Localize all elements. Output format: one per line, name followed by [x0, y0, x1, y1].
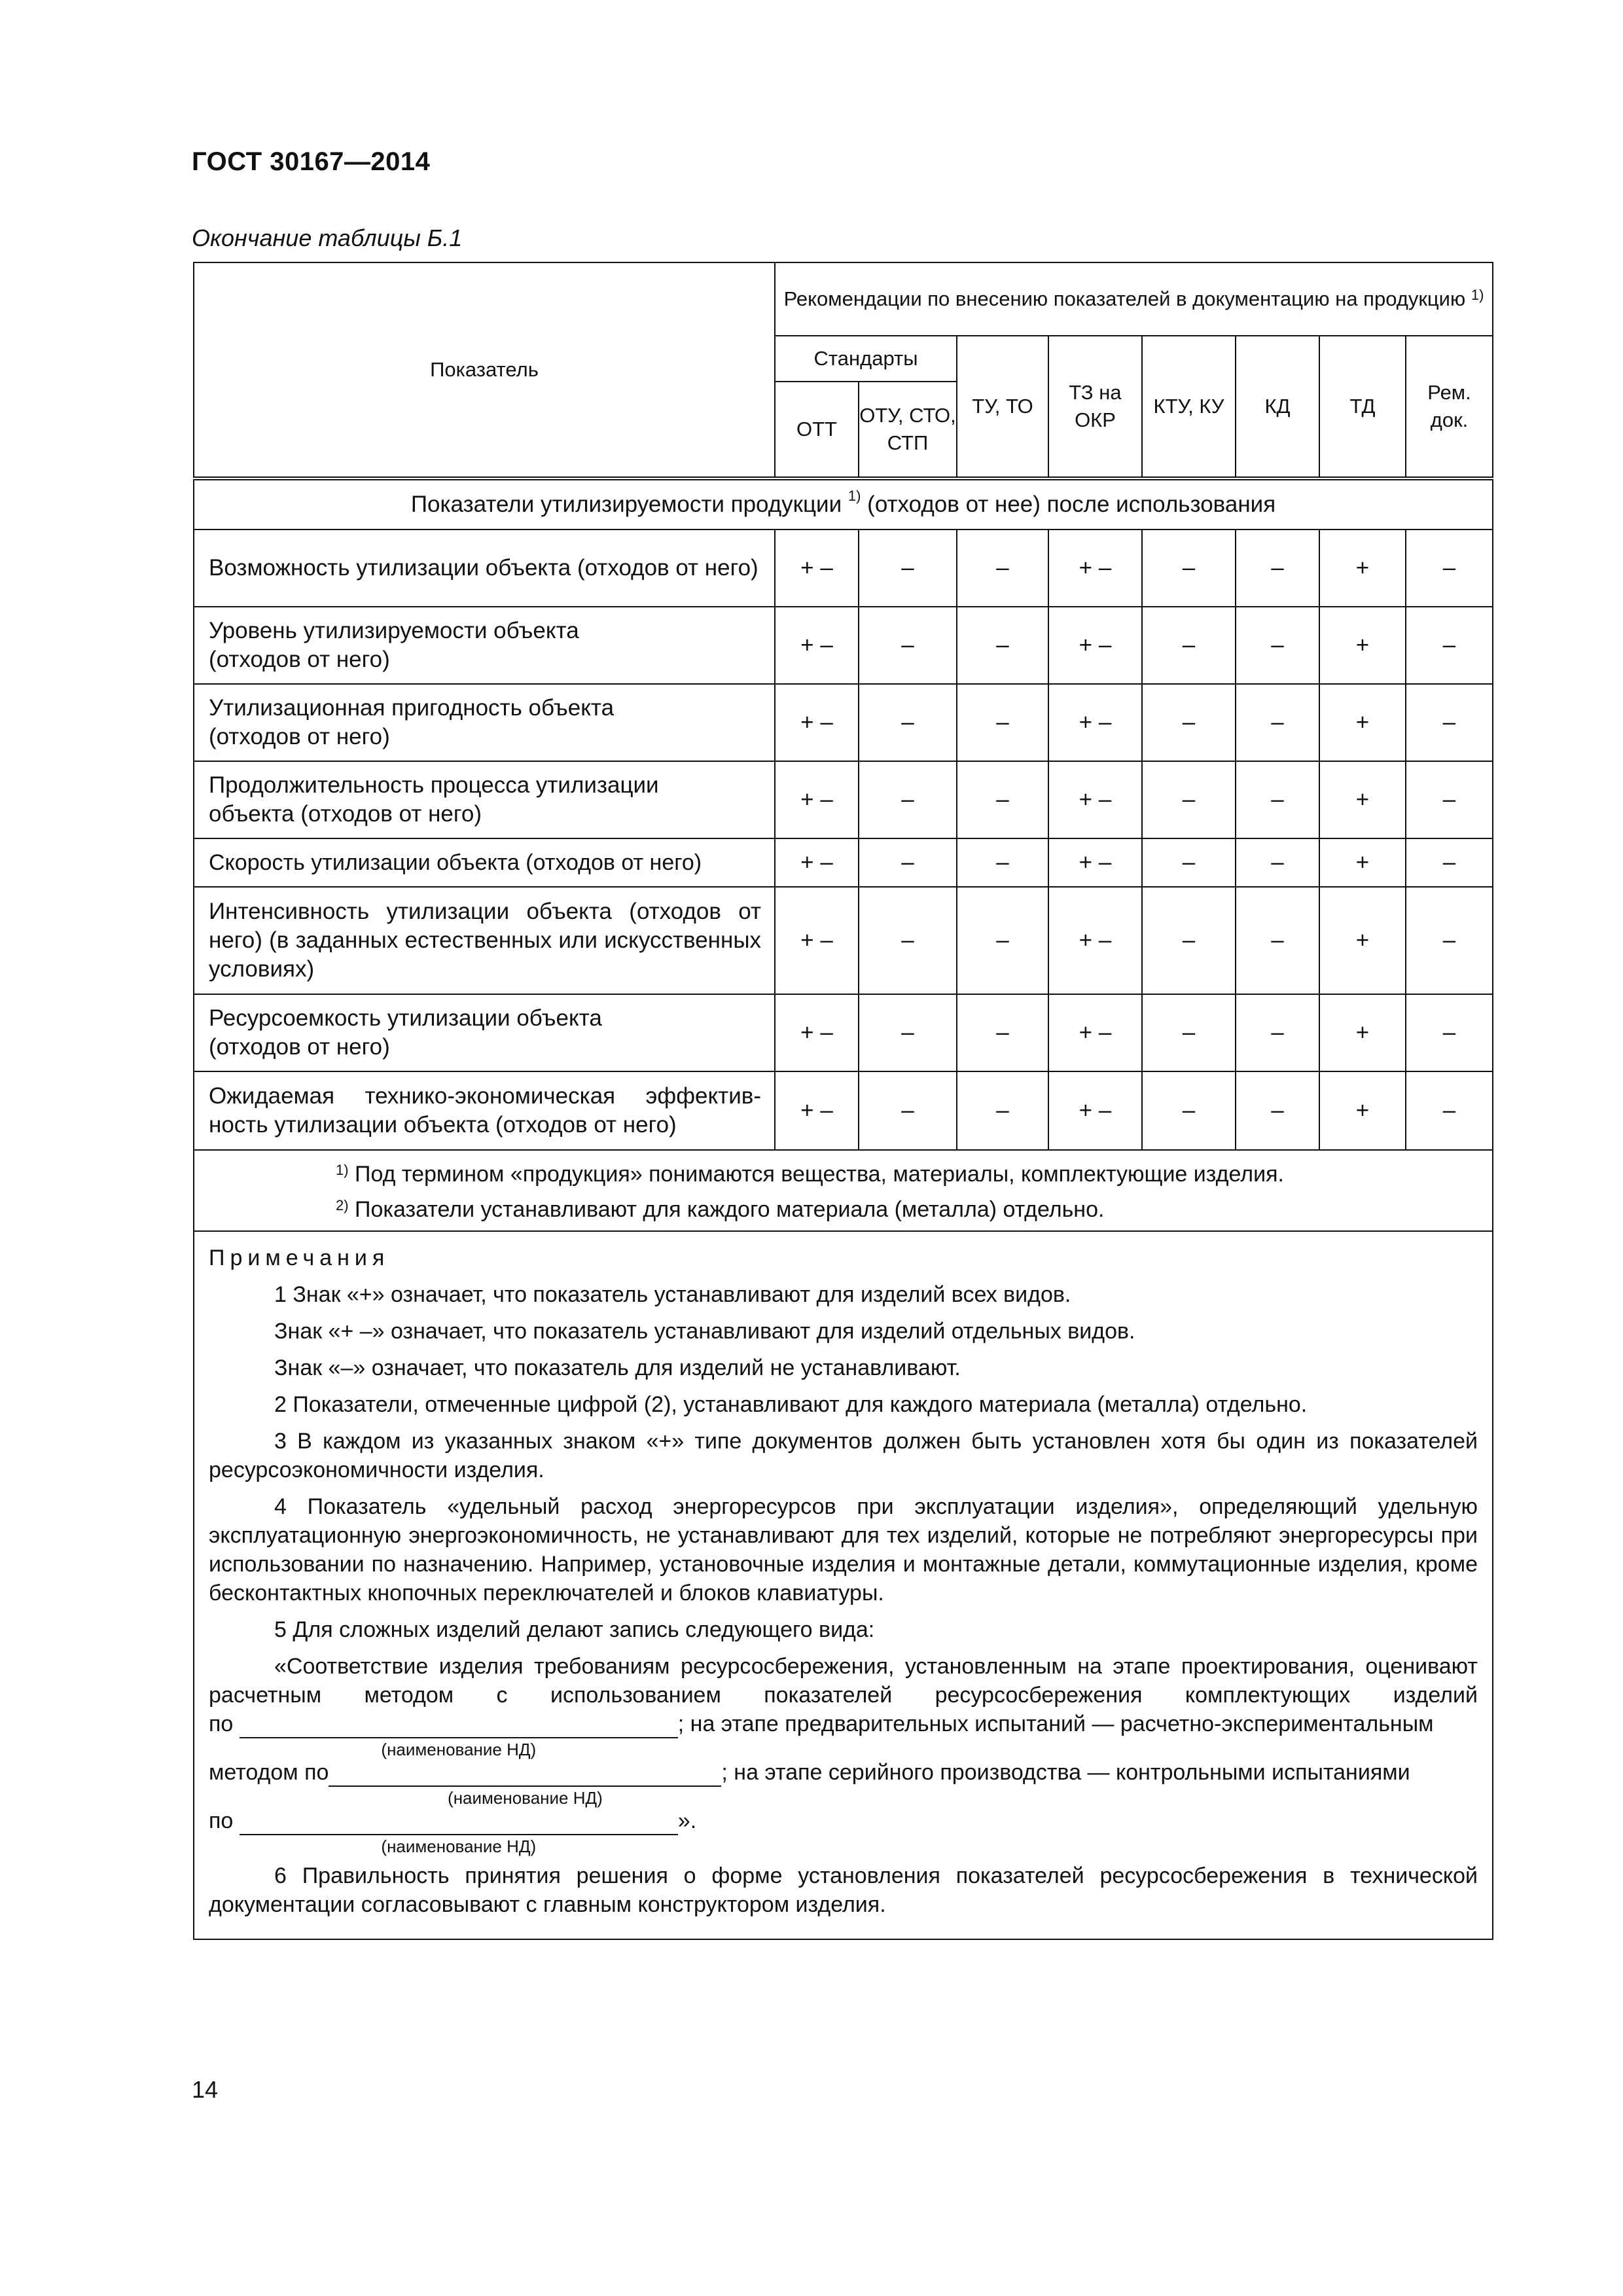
fill-1-suffix: ; на этапе предварительных испытаний — расчетно-экспериментальным — [677, 1712, 1434, 1736]
header-recommendations-footnote-ref: 1) — [1471, 287, 1484, 303]
mark-tz: + – — [1048, 684, 1142, 761]
mark-tz: + – — [1048, 838, 1142, 887]
mark-otu: – — [859, 684, 957, 761]
mark-tz: + – — [1048, 1071, 1142, 1150]
mark-tu: – — [957, 684, 1048, 761]
table-caption: Окончание таблицы Б.1 — [192, 224, 463, 251]
indicator-name-text: Ресурсоемкость утилизации объекта (отходов от него) — [209, 1005, 602, 1060]
mark-otu: – — [859, 838, 957, 887]
mark-otu: – — [859, 607, 957, 684]
blank-caption-3: (наименование НД) — [381, 1837, 537, 1856]
mark-ott: + – — [775, 607, 859, 684]
mark-td: + — [1319, 994, 1406, 1071]
mark-tu: – — [957, 761, 1048, 838]
mark-kd: – — [1236, 1071, 1319, 1150]
mark-ott: + – — [775, 887, 859, 994]
fill-1-prefix: по — [209, 1712, 234, 1736]
mark-td: + — [1319, 838, 1406, 887]
page-number: 14 — [192, 2076, 219, 2103]
mark-rem: – — [1406, 529, 1493, 607]
mark-ktu: – — [1142, 838, 1236, 887]
fill-line-3 — [209, 1806, 1478, 1856]
indicator-name-text: Утилизационная пригодность объекта (отходов от него) — [209, 695, 615, 749]
mark-td: + — [1319, 529, 1406, 607]
mark-kd: – — [1236, 529, 1319, 607]
blank-field-1 — [240, 1715, 678, 1759]
table-row — [194, 887, 1493, 994]
mark-rem: – — [1406, 684, 1493, 761]
notes-row — [194, 1231, 1493, 1939]
mark-rem: – — [1406, 1071, 1493, 1150]
fill-2-prefix: методом по — [209, 1760, 329, 1785]
mark-ktu: – — [1142, 1071, 1236, 1150]
mark-rem: – — [1406, 607, 1493, 684]
table-row — [194, 529, 1493, 607]
header-otu: ОТУ, СТО, СТП — [859, 382, 957, 478]
mark-ktu: – — [1142, 607, 1236, 684]
header-kd: КД — [1236, 336, 1319, 478]
mark-otu: – — [859, 529, 957, 607]
fill-line-2 — [209, 1758, 1478, 1808]
blank-field-2 — [329, 1763, 721, 1808]
notes — [194, 1231, 1493, 1939]
notes-title: Примечания — [209, 1246, 390, 1270]
mark-otu: – — [859, 761, 957, 838]
footnote-2-marker: 2) — [336, 1197, 349, 1213]
note-1c: Знак «–» означает, что показатель для изделий не устанавливают. — [274, 1355, 961, 1380]
mark-ott: + – — [775, 684, 859, 761]
mark-tu: – — [957, 838, 1048, 887]
mark-kd: – — [1236, 761, 1319, 838]
mark-otu: – — [859, 1071, 957, 1150]
note-4: 4 Показатель «удельный расход энергоресурсов при эксплуатации изделия», определяющий удельную эксплуатационную энергоэкономичность, не устанавливают для тех изделий, которые не потребляют энергоресурсы при использовании по назначению. Например, установочные изделия и монтажные детали, коммутационные изделия, кроме бесконтактных кнопочных переключателей и блоков клавиатуры. — [209, 1494, 1478, 1605]
mark-ktu: – — [1142, 994, 1236, 1071]
section-title — [194, 478, 1493, 529]
header-tu: ТУ, ТО — [957, 336, 1048, 478]
mark-tu: – — [957, 607, 1048, 684]
footnotes — [194, 1150, 1493, 1231]
indicator-name: Возможность утилизации объекта (отходов от него) — [194, 529, 775, 607]
mark-ott: + – — [775, 761, 859, 838]
mark-td: + — [1319, 684, 1406, 761]
mark-ott: + – — [775, 1071, 859, 1150]
header-td: ТД — [1319, 336, 1406, 478]
mark-rem: – — [1406, 994, 1493, 1071]
footnote-2-text: Показатели устанавливают для каждого материала (металла) отдельно. — [355, 1197, 1105, 1222]
header-ott: ОТТ — [775, 382, 859, 478]
indicator-name-text: Уровень утилизируемости объекта (отходов от него) — [209, 618, 579, 672]
note-2: 2 Показатели, отмеченные цифрой (2), устанавливают для каждого материала (металла) отдельно. — [274, 1392, 1308, 1417]
note-3: 3 В каждом из указанных знаком «+» типе документов должен быть установлен хотя бы один из показателей ресурсоэкономичности изделия. — [209, 1429, 1478, 1482]
mark-tz: + – — [1048, 887, 1142, 994]
mark-tz: + – — [1048, 529, 1142, 607]
indicator-name: Скорость утилизации объекта (отходов от него) — [194, 838, 775, 887]
indicator-name: Ожидаемая технико-экономическая эффективность утилизации объекта (отходов от него) — [194, 1071, 775, 1150]
indicator-name — [194, 607, 775, 684]
mark-tu: – — [957, 994, 1048, 1071]
table-row — [194, 684, 1493, 761]
note-6: 6 Правильность принятия решения о форме установления показателей ресурсосбережения в технической документации согласовывают с главным конструктором изделия. — [209, 1863, 1478, 1917]
mark-tz: + – — [1048, 607, 1142, 684]
mark-ktu: – — [1142, 887, 1236, 994]
mark-otu: – — [859, 994, 957, 1071]
table-row — [194, 607, 1493, 684]
mark-tu: – — [957, 887, 1048, 994]
mark-ott: + – — [775, 529, 859, 607]
fill-3-prefix: по — [209, 1808, 234, 1833]
mark-ktu: – — [1142, 684, 1236, 761]
mark-ktu: – — [1142, 761, 1236, 838]
mark-otu: – — [859, 887, 957, 994]
mark-kd: – — [1236, 887, 1319, 994]
mark-rem: – — [1406, 887, 1493, 994]
table-row — [194, 838, 1493, 887]
note-1a: 1 Знак «+» означает, что показатель устанавливают для изделий всех видов. — [274, 1282, 1071, 1307]
mark-ott: + – — [775, 994, 859, 1071]
mark-td: + — [1319, 607, 1406, 684]
indicator-name — [194, 684, 775, 761]
header-standards: Стандарты — [775, 336, 957, 382]
table-row — [194, 761, 1493, 838]
section-footnote-ref: 1) — [847, 488, 861, 504]
blank-caption-1: (наименование НД) — [381, 1740, 537, 1759]
mark-ott: + – — [775, 838, 859, 887]
indicator-name — [194, 994, 775, 1071]
indicator-name — [194, 761, 775, 838]
mark-ktu: – — [1142, 529, 1236, 607]
header-recommendations-text: Рекомендации по внесению показателей в документацию на продукцию — [783, 287, 1466, 310]
table-row — [194, 1071, 1493, 1150]
footnote-1-marker: 1) — [336, 1162, 349, 1178]
footnotes-row — [194, 1150, 1493, 1231]
table-row — [194, 994, 1493, 1071]
blank-caption-2: (наименование НД) — [448, 1788, 603, 1808]
fill-line-1 — [209, 1710, 1478, 1759]
section-title-text: Показатели утилизируемости продукции — [410, 492, 842, 517]
mark-kd: – — [1236, 994, 1319, 1071]
mark-rem: – — [1406, 838, 1493, 887]
mark-kd: – — [1236, 684, 1319, 761]
mark-kd: – — [1236, 838, 1319, 887]
footnote-1 — [336, 1160, 1479, 1189]
section-title-text-end: (отходов от нее) после использования — [867, 492, 1276, 517]
footnote-1-text: Под термином «продукция» понимаются вещества, материалы, комплектующие изделия. — [355, 1162, 1284, 1187]
header-rem: Рем. док. — [1406, 336, 1493, 478]
mark-td: + — [1319, 761, 1406, 838]
note-5-quote: «Соответствие изделия требованиям ресурсосбережения, установленным на этапе проектирования, оценивают расчетным методом с использованием показателей ресурсосбережения комплектующих изделий — [209, 1654, 1478, 1708]
header-indicator: Показатель — [194, 262, 775, 478]
footnote-2 — [336, 1195, 1479, 1224]
indicator-name: Интенсивность утилизации объекта (отходов от него) (в заданных естественных или искусственных условиях) — [194, 887, 775, 994]
indicators-table — [193, 262, 1493, 1940]
header-ktu: КТУ, КУ — [1142, 336, 1236, 478]
mark-kd: – — [1236, 607, 1319, 684]
mark-tu: – — [957, 529, 1048, 607]
document-header: ГОСТ 30167—2014 — [192, 147, 431, 176]
blank-field-3 — [240, 1812, 678, 1856]
header-tz: ТЗ на ОКР — [1048, 336, 1142, 478]
mark-tz: + – — [1048, 994, 1142, 1071]
fill-2-suffix: ; на этапе серийного производства — контрольными испытаниями — [721, 1760, 1410, 1785]
header-recommendations — [775, 262, 1493, 336]
fill-3-suffix: ». — [677, 1808, 697, 1833]
mark-tz: + – — [1048, 761, 1142, 838]
mark-tu: – — [957, 1071, 1048, 1150]
mark-td: + — [1319, 887, 1406, 994]
indicator-name-text: Продолжительность процесса утилизации объекта (отходов от него) — [209, 772, 659, 827]
mark-td: + — [1319, 1071, 1406, 1150]
note-5: 5 Для сложных изделий делают запись следующего вида: — [274, 1617, 875, 1642]
mark-rem: – — [1406, 761, 1493, 838]
note-1b: Знак «+ –» означает, что показатель устанавливают для изделий отдельных видов. — [274, 1319, 1135, 1344]
